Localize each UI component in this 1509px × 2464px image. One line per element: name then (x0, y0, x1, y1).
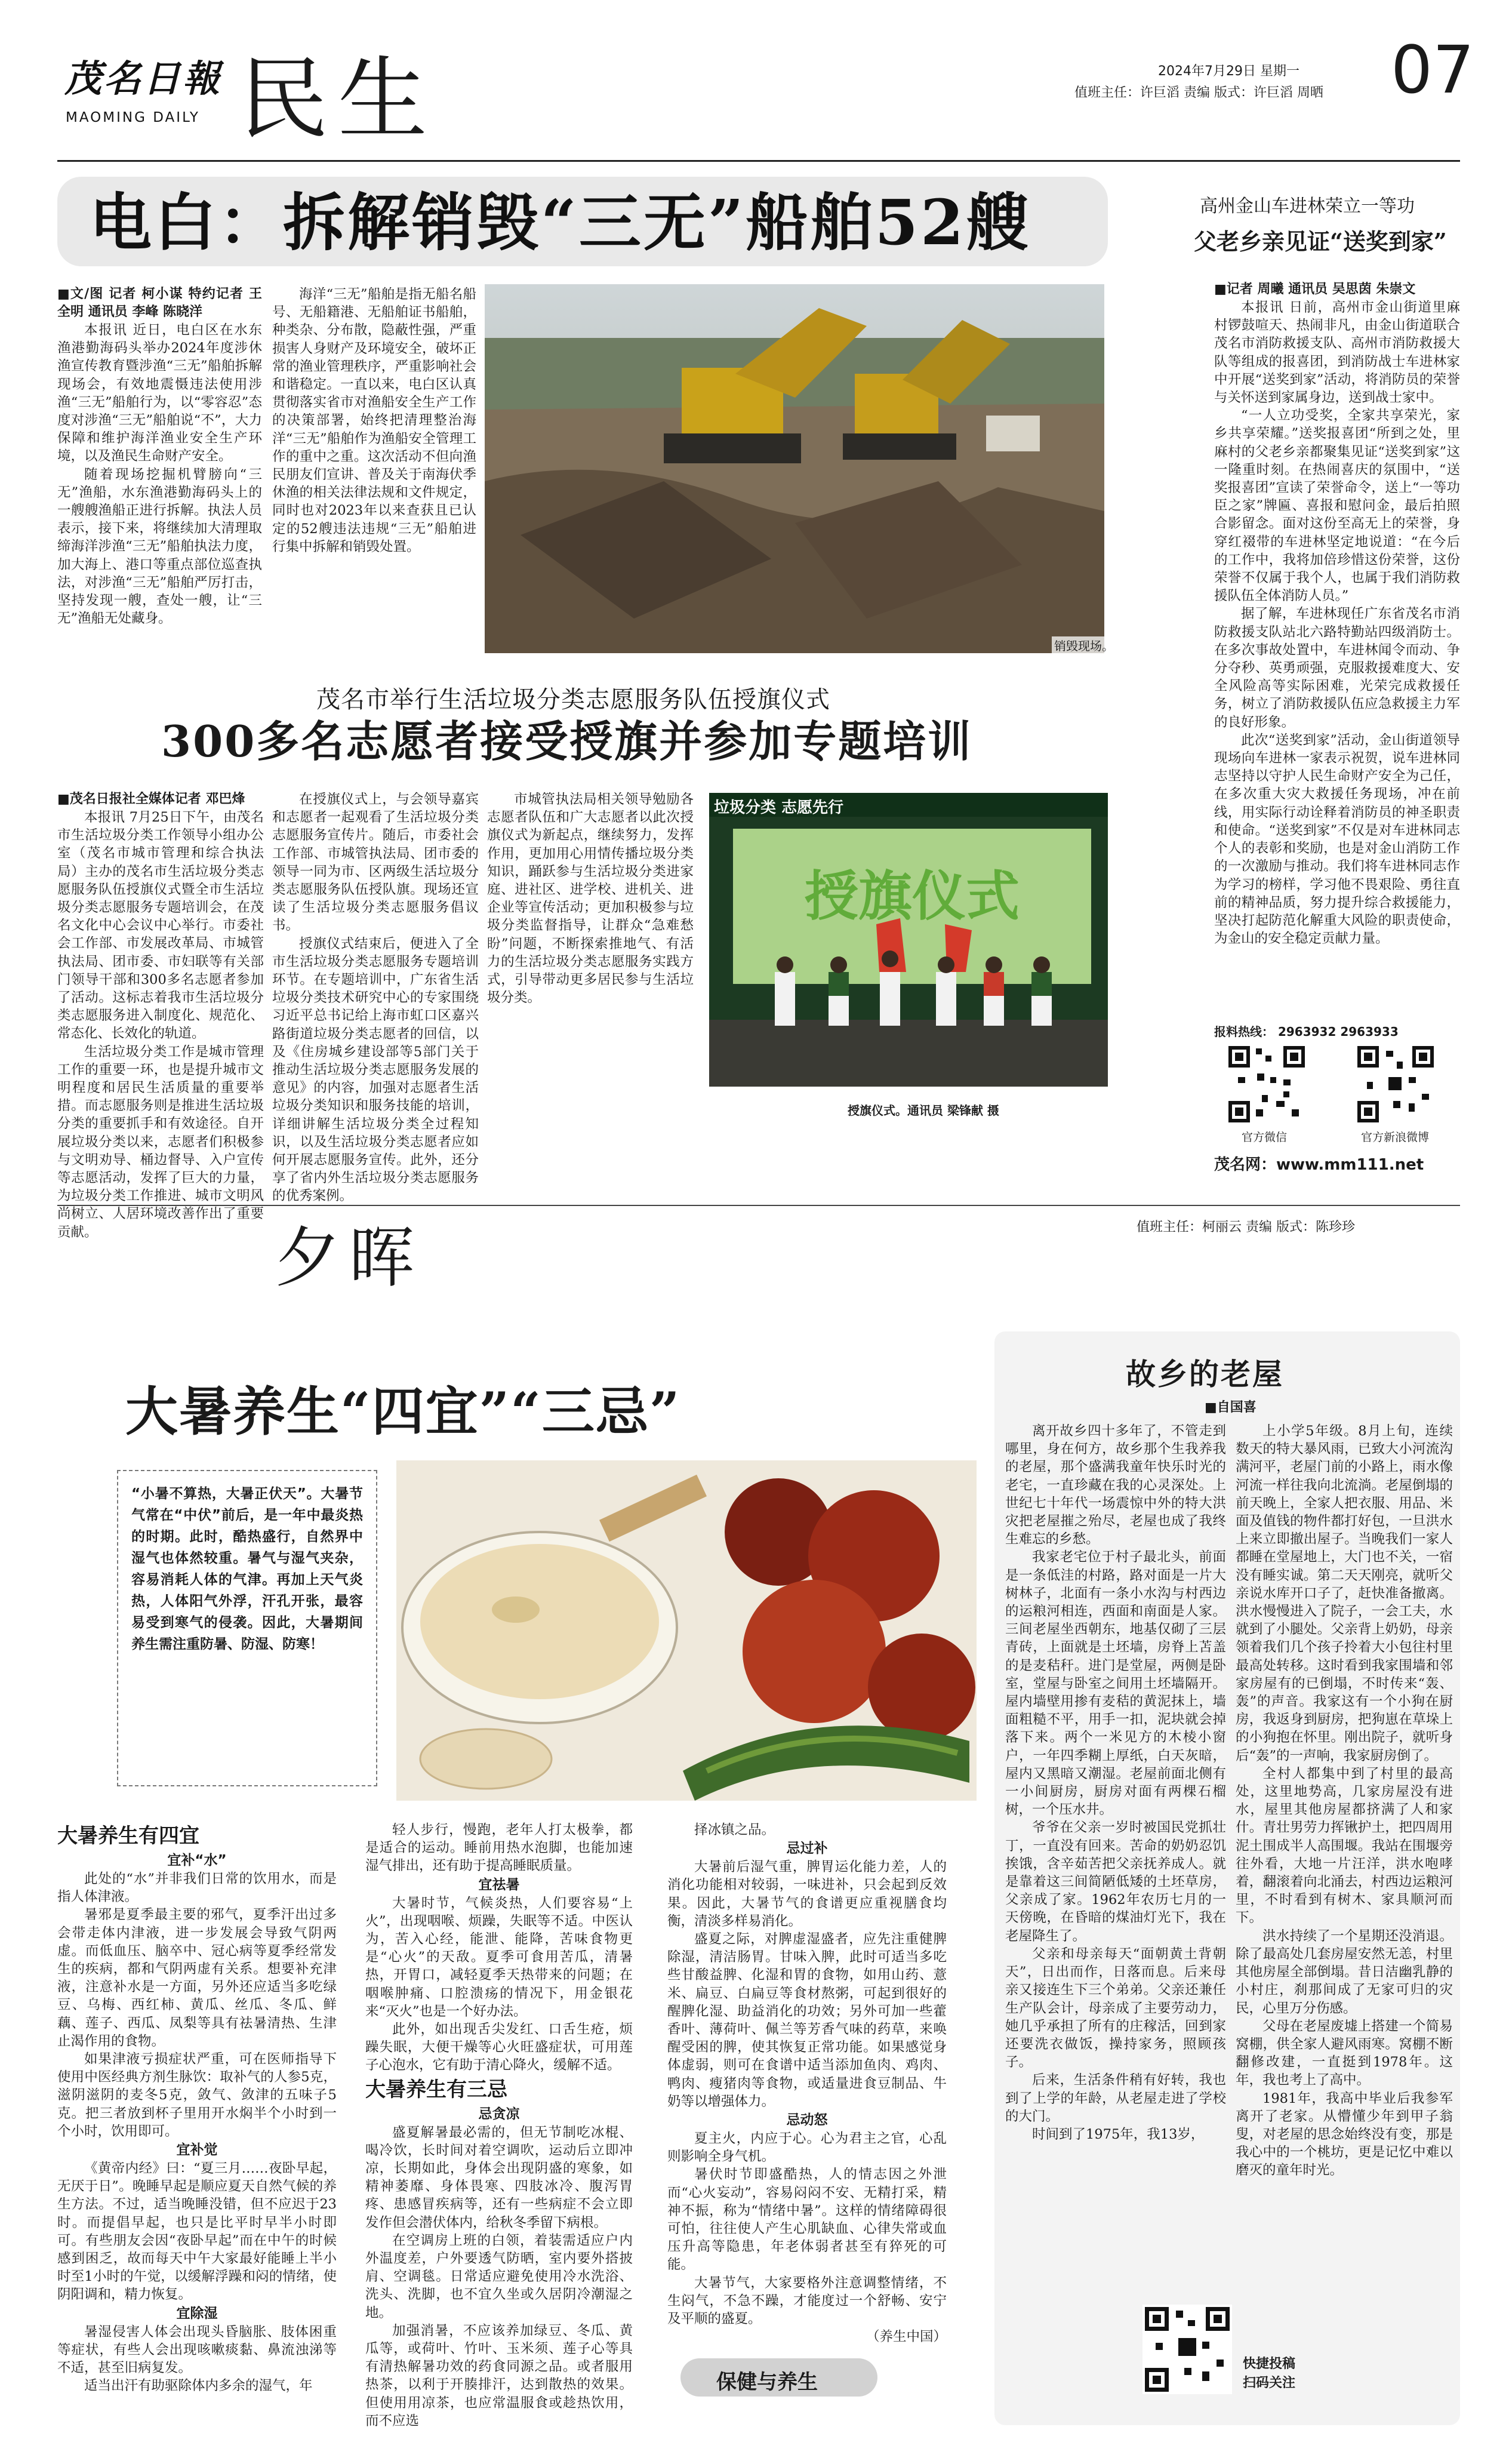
article4-title: 故乡的老屋 (1126, 1356, 1284, 1392)
article4-text-col1 (1005, 1422, 1226, 2413)
article4-paragraph: 上小学5年级。8月上旬，连续数天的特大暴风雨，已致大小河流沟满河平，老屋门前的小路上，雨水像河流一样往我向北流淌。老屋倒塌的前天晚上，全家人把衣服、用品、米面及值钱的物件都打好包，一旦洪水上来立即撤出屋子。当晚我们一家人都睡在堂屋地上，大门也不关，一宿没有睡实诚。第二天天刚亮，就听父亲说水库开口子了，赶快准备撤离。洪水慢慢进入了院子，一会工夫，水就到了小腿处。父亲背上奶奶，母亲领着我们几个孩子拎着大小包往村里最高处转移。这时看到我家围墙和邻家房屋有的已倒塌，不时传来“轰、轰”的声音。我家这有一个小狗在厨房，我返身到厨房，把狗崽在草垛上的小狗抱在怀里。刚出院子，就听身后“轰”的一声响，我家厨房倒了。 (1236, 1423, 1453, 1764)
page-divider (57, 1205, 1460, 1206)
article1-paragraph: 随着现场挖掘机臂膀向“三无”渔船，水东渔港勤海码头上的一艘艘渔船正进行拆解。执法人员表示，接下来，将继续加大清理取缔海洋涉渔“三无”船舶执法力度，加大海上、港口等重点部位巡查执法，对涉渔“三无”船舶严厉打击，坚持发现一艘，查处一艘，让“三无”渔船无处藏身。 (57, 466, 262, 627)
article4-paragraph: 后来，生活条件稍有好转，我也到了上学的年龄，从老屋走进了学校的大门。 (1005, 2072, 1226, 2124)
food-still-life-image (396, 1460, 977, 1801)
hotline-text: 报料热线： 2963932 2963933 (1214, 1025, 1399, 1039)
article2-paragraph: 市城管执法局相关领导勉励各志愿者队伍和广大志愿者以此次授旗仪式为新起点，继续努力，发挥作用，更加用心用情传播垃圾分类知识，踊跃参与生活垃圾分类进家庭、进社区、进学校、进机关、进企业等宣传活动；更加积极参与垃圾分类监督指导，让群众“急难愁盼”问题，不断探索推地气、有活力的生活垃圾分类志愿服务实践方式，引导带动更多居民参与生活垃圾分类。 (487, 792, 694, 1006)
article1-photo (485, 284, 1104, 653)
health-paragraph: 暑湿侵害人体会出现头昏脑胀、肢体困重等症状，有些人会出现咳嗽痰黏、鼻流浊涕等不适，甚至旧病复发。 (57, 2324, 337, 2376)
section-title: 民生 (239, 48, 438, 152)
article4-paragraph: 爷爷在父亲一岁时被国民党抓壮丁，一直没有回来。苦命的奶奶忍饥挨饿，含辛茹苦把父亲抚养成人。就是靠着这三间简陋低矮的土坯草房，父亲成了家。1962年农历七月的一天傍晚，在昏暗的煤油灯光下，我在老屋降生了。 (1005, 1820, 1226, 1944)
health-paragraph: 大暑时节，气候炎热，人们要容易“上火”，出现咽喉、烦躁，失眠等不适。中医认为，苦入心经，能泄、能降，苦味食物更是“心火”的天敌。夏季可食用苦瓜，清暑热，开胃口，减轻夏季天热带来的问题；在咽喉肿痛、口腔溃疡的情况下，用金银花来“灭火”也是一个好办法。 (365, 1895, 633, 2019)
article4-text-col2 (1236, 1422, 1453, 2294)
article3-byline: ■记者 周曦 通讯员 吴思茵 朱崇文 (1214, 282, 1416, 297)
article2-paragraph: 在授旗仪式上，与会领导嘉宾和志愿者一起观看了生活垃圾分类志愿服务宣传片。随后，市委社会工作部、市城管执法局、团市委的领导一同为市、区两级生活垃圾分类志愿服务队伍授队旗。现场还宣读了生活垃圾分类志愿服务倡议书。 (272, 792, 479, 934)
health-paragraph: 加强消暑，不应该养加绿豆、冬瓜、黄瓜等，或荷叶、竹叶、玉米须、莲子心等具有清热解暑功效的药食同源之品。或者服用热茶，以利于开腠排汗，达到散热的效果。但使用用凉茶，也应常温服食或趁热饮用，而不应选 (365, 2323, 633, 2429)
health-subheading: 忌过补 (786, 1841, 828, 1857)
article1-title: 电白：拆解销毁“三无”船舶52艘 (90, 186, 1031, 259)
article2-text-col2 (272, 790, 479, 1204)
article4-paragraph: 时间到了1975年，我13岁， (1032, 2126, 1205, 2142)
article1-text-col1 (57, 285, 262, 656)
article2-paragraph: 本报讯 7月25日下午，由茂名市生活垃圾分类工作领导小组办公室（茂名市城市管理和综合执法局）主办的茂名市生活垃圾分类志愿服务队伍授旗仪式暨全市生活垃圾分类志愿服务专题培训会，在茂名文化中心会议中心举行。市委社会工作部、市发展改革局、市城管执法局、团市委、市妇联等有关部门领导干部和300多名志愿者参加了活动。这标志着我市生活垃圾分类志愿服务进入制度化、规范化、常态化、长效化的轨道。 (57, 810, 264, 1042)
health-intro-text: “小暑不算热，大暑正伏天”。大暑节气常在“中伏”前后，是一年中最炎热的时期。此时，酷热盛行，自然界中湿气也体然较重。暑气与湿气夹杂，容易消耗人体的气津。再加上天气炎热，人体阳气外浮，汗孔开张，最容易受到寒气的侵袭。因此，大暑期间养生需注重防暑、防湿、防寒！ (131, 1486, 363, 1652)
photo-banner-text: 垃圾分类 志愿先行 (714, 799, 844, 817)
health-paragraph: 择冰镇之品。 (694, 1822, 775, 1838)
article2-photo-caption: 授旗仪式。通讯员 梁锋献 摄 (848, 1103, 999, 1118)
health-paragraph: 适当出汗有助驱除体内多余的湿气，年 (84, 2378, 313, 2394)
wechat-qr-icon[interactable] (1226, 1044, 1307, 1125)
article3-title-line2: 父老乡亲见证“送奖到家” (1194, 228, 1447, 255)
article4-paragraph: 全村人都集中到了村里的最高处，这里地势高，几家房屋没有进水，屋里其他房屋都挤满了人和家什。青壮男劳力挥锹护土，把四周用泥土围成半人高围堰。我站在围堰旁往外看，大地一片汪洋，洪水咆哮着，翻滚着向北涌去，村西边运粮河里，不时看到有树木、家具顺河而下。 (1236, 1765, 1453, 1926)
article1-paragraph: 本报讯 近日，电白区在水东渔港勤海码头举办2024年度涉休渔宣传教育暨涉渔“三无”船舶拆解现场会，有效地震慑违法使用涉渔“三无”船舶行为，以“零容忍”态度对涉渔“三无”船舶说“不”，大力保障和维护海洋渔业安全生产环境，以及渔民生命财产安全。 (57, 322, 262, 465)
article4-paragraph: 我家老宅位于村子最北头，前面是一条低洼的村路，路对面是一片大树林子，北面有一条小水沟与村西边的运粮河相连，西面和南面是人家。三间老屋坐西朝东，地基仅砌了三层青砖，上面就是土坯墙，房脊上苫盖的是麦秸秆。进门是堂屋，两侧是卧室，堂屋与卧室之间用土坯墙隔开。屋内墙壁用掺有麦秸的黄泥抹上，墙面粗糙不平，用手一扣，泥块就会掉落下来。两个一米见方的木棱小窗户，一年四季糊上厚纸，白天灰暗，屋内又黑暗又潮湿。老屋前面北侧有一小间厨房，厨房对面有两棵石榴树，一个压水井。 (1005, 1549, 1226, 1818)
health-text-col3 (667, 1821, 947, 2346)
health-subheading: 忌贪凉 (478, 2106, 520, 2122)
flag-ceremony-photo (709, 793, 1108, 1087)
health-paragraph: 此处的“水”并非我们日常的饮用水，而是指人体津液。 (57, 1871, 337, 1905)
weibo-qr-icon[interactable] (1355, 1044, 1436, 1125)
article2-paragraph: 生活垃圾分类工作是城市管理工作的重要一环，也是提升城市文明程度和居民生活质量的重要举措。而志愿服务则是推进生活垃圾分类的重要抓手和有效途径。自开展垃圾分类以来，志愿者们积极参与文明劝导、桶边督导、入户宣传等志愿活动，发挥了巨大的力量，为垃圾分类工作推进、城市文明风尚树立、人居环境改善作出了重要贡献。 (57, 1044, 264, 1240)
article2-byline: ■茂名日报社全媒体记者 邓巴烽 (57, 792, 245, 807)
article3-paragraph: 此次“送奖到家”活动，金山街道领导现场向车进林一家表示祝贺，说车进林同志坚持以守护人民生命财产安全为己任，在多次重大灾大救援任务现场，冲在前线，用实际行动诠释着消防员的神圣职责和使命。“送奖到家”不仅是对车进林同志个人的表彰和奖励，也是对金山消防工作的一次激励与推动。我们将车进林同志作为学习的榜样，学习他不畏艰险、勇往直前的精神品质，努力提升综合救援能力，坚决打起防范化解重大风险的职责使命，为金山的安全稳定贡献力量。 (1214, 732, 1460, 947)
health-footer-label: 保健与养生 (716, 2370, 818, 2394)
health-source: （养生中国） (866, 2329, 947, 2345)
health-paragraph: 轻人步行，慢跑，老年人打太极拳，都是适合的运动。睡前用热水泡脚，也能加速湿气排出，还有助于提高睡眠质量。 (365, 1822, 633, 1874)
photo-stage-text: 授旗仪式 (805, 865, 1020, 928)
article1-photo-caption: 销毁现场。 (1052, 636, 1116, 654)
article3-paragraph: 本报讯 日前，高州市金山街道里麻村锣鼓喧天、热闹非凡，由金山街道联合茂名市消防救援支队、高州市消防救援大队等组成的报喜团，到消防战士车进林家中开展“送奖到家”活动，将消防员的荣誉与关怀送到家属身边，送到战士家中。 (1214, 300, 1460, 406)
website-link[interactable]: 茂名网：www.mm111.net (1214, 1156, 1424, 1174)
article2-text-col1 (57, 790, 264, 1240)
health-three-heading: 大暑养生有三忌 (365, 2077, 507, 2102)
article3-paragraph: 据了解，车进林现任广东省茂名市消防救援支队站北六路特勤站四级消防士。在多次事故处置中，车进林闻令而动、争分夺秒、英勇顽强，克服救援难度大、安全风险高等实际困难，光荣完成救援任务，树立了消防救援队伍应急救援主力军的良好形象。 (1214, 606, 1460, 730)
health-subheading: 忌动怒 (786, 2112, 828, 2128)
health-subheading: 宜除湿 (176, 2305, 218, 2321)
article4-paragraph: 父母在老屋废墟上搭建一个简易窝棚，供全家人避风雨寒。窝棚不断翻修改建，一直挺到1978年。这年，我也考上了高中。 (1236, 2018, 1453, 2088)
health-paragraph: 暑邪是夏季最主要的邪气，夏季汗出过多会带走体内津液，进一步发展会导致气阴两虚。而低血压、脑卒中、冠心病等夏季经常发生的疾病，都和气阴两虚有关系。想要补充津液，注意补水是一方面，另外还应适当多吃绿豆、乌梅、西红柿、黄瓜、丝瓜、冬瓜、鲜藕、莲子、西瓜、凤梨等具有祛暑清热、生津止渴作用的食物。 (57, 1907, 337, 2049)
health-paragraph: 如果津液亏损症状严重，可在医师指导下使用中医经典方剂生脉饮：取补气的人参5克，滋阴滋阴的麦冬5克，敛气、敛津的五味子5克。把三者放到杯子里用开水焖半个小时到一个小时，饮用即可。 (57, 2051, 337, 2139)
paper-name-logo: 茂名日報 (64, 57, 223, 100)
health-text-col2 (365, 1821, 633, 2429)
article4-paragraph: 父亲和母亲每天“面朝黄土背朝天”，日出而作，日落而息。后来母亲又接连生下三个弟弟。父亲还兼任生产队会计，母亲成了主要劳动力，她几乎承担了所有的庄稼活，回到家还要洗衣做饭，操持家务，照顾孩子。 (1005, 1946, 1226, 2071)
masthead-rule (57, 160, 1460, 162)
article1-text-col2 (272, 285, 476, 656)
article1-byline: ■文/图 记者 柯小谋 特约记者 王全明 通讯员 李峰 陈晓洋 (57, 287, 262, 319)
weibo-qr-label: 官方新浪微博 (1361, 1131, 1430, 1144)
masthead-editors: 值班主任：许巨滔 责编 版式：许巨滔 周晒 (1074, 85, 1323, 100)
health-subheading: 宜补觉 (176, 2142, 218, 2158)
article3-paragraph: “一人立功受奖，全家共享荣光，家乡共享荣耀。”送奖报喜团“所到之处，里麻村的父老乡亲都聚集见证“送奖到家”这一隆重时刻。在热闹喜庆的氛围中，“送奖报喜团”宣读了荣誉命令，送上“一等功臣之家”牌匾、喜报和慰问金，最后拍照合影留念。面对这份至高无上的荣誉，身穿红裰带的车进林坚定地说道：“在今后的工作中，我将加倍珍惜这份荣誉，这份荣誉不仅属于我个人，也属于我们消防救援队伍全体消防人员。” (1214, 408, 1460, 604)
article2-photo (709, 793, 1108, 1087)
demolition-site-photo (485, 284, 1104, 653)
lower-title: 大暑养生“四宜”“三忌” (125, 1380, 681, 1442)
submission-qr-label: 快捷投稿 扫码关注 (1243, 2357, 1296, 2391)
health-food-photo (396, 1460, 977, 1801)
article2-text-col3 (487, 790, 694, 1185)
article1-paragraph: 海洋“三无”船舶是指无船名船号、无船籍港、无船舶证书船舶，种类杂、分布散，隐蔽性强，严重损害人身财产及环境安全，破坏正常的渔业管理秩序，严重影响社会和谐稳定。一直以来，电白区认真贯彻落实省市对渔船安全生产工作的决策部署，始终把清理整治海洋“三无”船舶作为渔船安全管理工作的重中之重。这次活动不但向渔民朋友们宣讲、普及关于南海伏季休渔的相关法律法规和文件规定，同时也对2023年以来查获且已认定的52艘违法违规“三无”船舶进行集中拆解和销毁处置。 (272, 287, 476, 555)
paper-name-english: MAOMING DAILY (66, 110, 200, 125)
health-subheading: 宜祛暑 (478, 1877, 520, 1893)
health-paragraph: 《黄帝内经》曰：“夏三月……夜卧早起，无厌于日”。晚睡早起是顺应夏天自然气候的养生方法。不过，适当晚睡没错，但不应迟于23时。而提倡早起，也只是比平时早半小时即可。有些朋友会因“夜卧早起”而在中午的时候感到困乏，故而每天中午大家最好能睡上半小时至1小时的午觉，以缓解浮躁和闷的情绪，使阴阳调和，精力恢复。 (57, 2161, 337, 2303)
submission-qr-icon[interactable] (1142, 2305, 1232, 2394)
article3-text (1214, 281, 1460, 991)
health-intro-box (117, 1470, 377, 1786)
health-paragraph: 盛夏之际，对脾虚湿盛者，应先注重健脾除湿，清洁肠胃。甘味入脾，此时可适当多吃些甘酸益脾、化湿和胃的食物，如用山药、薏米、扁豆、白扁豆等食材熬粥，可起到很好的醒脾化湿、助益消化的功效；另外可加一些藿香叶、薄荷叶、佩兰等芳香气味的药草，来唤醒受困的脾，使其恢复正常功能。如果感觉身体虚弱，则可在食谱中适当添加鱼肉、鸡肉、鸭肉、瘦猪肉等食物，或适量进食豆制品、牛奶等以增强体力。 (667, 1931, 947, 2109)
health-paragraph: 大暑节气，大家要格外注意调整情绪，不生闷气，不急不躁，才能度过一个舒畅、安宁及平顺的盛夏。 (667, 2275, 947, 2327)
health-paragraph: 大暑前后湿气重，脾胃运化能力差，人的消化功能相对较弱，一味进补，只会起到反效果。因此，大暑节气的食谱更应重视膳食均衡，清淡多样易消化。 (667, 1859, 947, 1929)
issue-date: 2024年7月29日 星期一 (1158, 64, 1299, 79)
health-subheading: 宜补“水” (167, 1853, 227, 1868)
page-number: 07 (1391, 32, 1474, 108)
article2-title: 300多名志愿者接受授旗并参加专题培训 (161, 716, 973, 767)
health-text-col1 (57, 1821, 337, 2424)
article2-paragraph: 授旗仪式结束后，便进入了全市生活垃圾分类志愿服务专题培训环节。在专题培训中，广东省生活垃圾分类技术研究中心的专家围绕习近平总书记给上海市虹口区嘉兴路街道垃圾分类志愿者的回信，以及《住房城乡建设部等5部门关于推动生活垃圾分类志愿服务发展的意见》的内容，加强对志愿者生活垃圾分类知识和服务技能的培训，详细讲解生活垃圾分类全过程知识，以及生活垃圾分类志愿者应如何开展志愿服务宣传。此外，还分享了省内外生活垃圾分类志愿服务的优秀案例。 (272, 936, 479, 1204)
article4-paragraph: 离开故乡四十多年了，不管走到哪里，身在何方，故乡那个生我养我的老屋，那个盛满我童年快乐时光的老宅，一直珍藏在我的心灵深处。上世纪七十年代一场震惊中外的特大洪灾把老屋摧之殆尽，老屋也成了我终生难忘的乡愁。 (1005, 1423, 1226, 1548)
masthead-logo-block (57, 43, 236, 150)
article4-paragraph: 洪水持续了一个星期还没消退。除了最高处几套房屋安然无恙，村里其他房屋全部倒塌。昔日洁幽乳静的小村庄，刹那间成了无家可归的灾民，心里万分伤感。 (1236, 1928, 1453, 2016)
health-paragraph: 夏主火，内应于心。心为君主之官，心乱则影响全身气机。 (667, 2131, 947, 2165)
health-paragraph: 盛夏解暑最必需的，但无节制吃冰棍、喝冷饮，长时间对着空调吹，运动后立即冲凉，长期如此，身体会出现阴盛的寒象，如精神萎靡、身体畏寒、四肢冰冷、腹泻胃疼、患感冒疾病等，还有一些病症不会立即发作但会潜伏体内，给秋冬季留下病根。 (365, 2124, 633, 2231)
article3-title-line1: 高州金山车进林荣立一等功 (1200, 196, 1415, 217)
lower-editors: 值班主任：柯丽云 责编 版式：陈珍珍 (1137, 1220, 1355, 1235)
article4-paragraph: 1981年，我高中毕业后我参军离开了老家。从懵懂少年到甲子翁叟，对老屋的思念始终没有变，那是我心中的一个桃坊，更是记忆中难以磨灭的童年时光。 (1236, 2090, 1453, 2179)
health-paragraph: 暑伏时节即盛酷热，人的情志因之外泄而“心火妄动”，容易闷闷不安、无精打采，精神不振，称为“情绪中暑”。这样的情绪障碍很可怕，往往使人产生心肌缺血、心律失常或血压升高等隐患，年老体弱者甚至有猝死的可能。 (667, 2167, 947, 2273)
wechat-qr-label: 官方微信 (1242, 1131, 1288, 1144)
article4-author: ■自国喜 (1205, 1400, 1257, 1415)
health-four-heading: 大暑养生有四宜 (57, 1824, 199, 1848)
lower-section-title: 夕晖 (275, 1220, 423, 1296)
health-paragraph: 此外，如出现舌尖发红、口舌生疮，烦躁失眠，大便干燥等心火旺盛症状，可用莲子心泡水，它有助于清心降火，缓解不适。 (365, 2022, 633, 2074)
health-paragraph: 在空调房上班的白领，着装需适应户内外温度差，户外要透气防晒，室内要外搭披肩、空调毯。日常适应避免使用冷水洗浴、洗头、洗脚，也不宜久坐或久居阴冷潮湿之地。 (365, 2232, 633, 2321)
article2-kicker: 茂名市举行生活垃圾分类志愿服务队伍授旗仪式 (316, 686, 830, 713)
